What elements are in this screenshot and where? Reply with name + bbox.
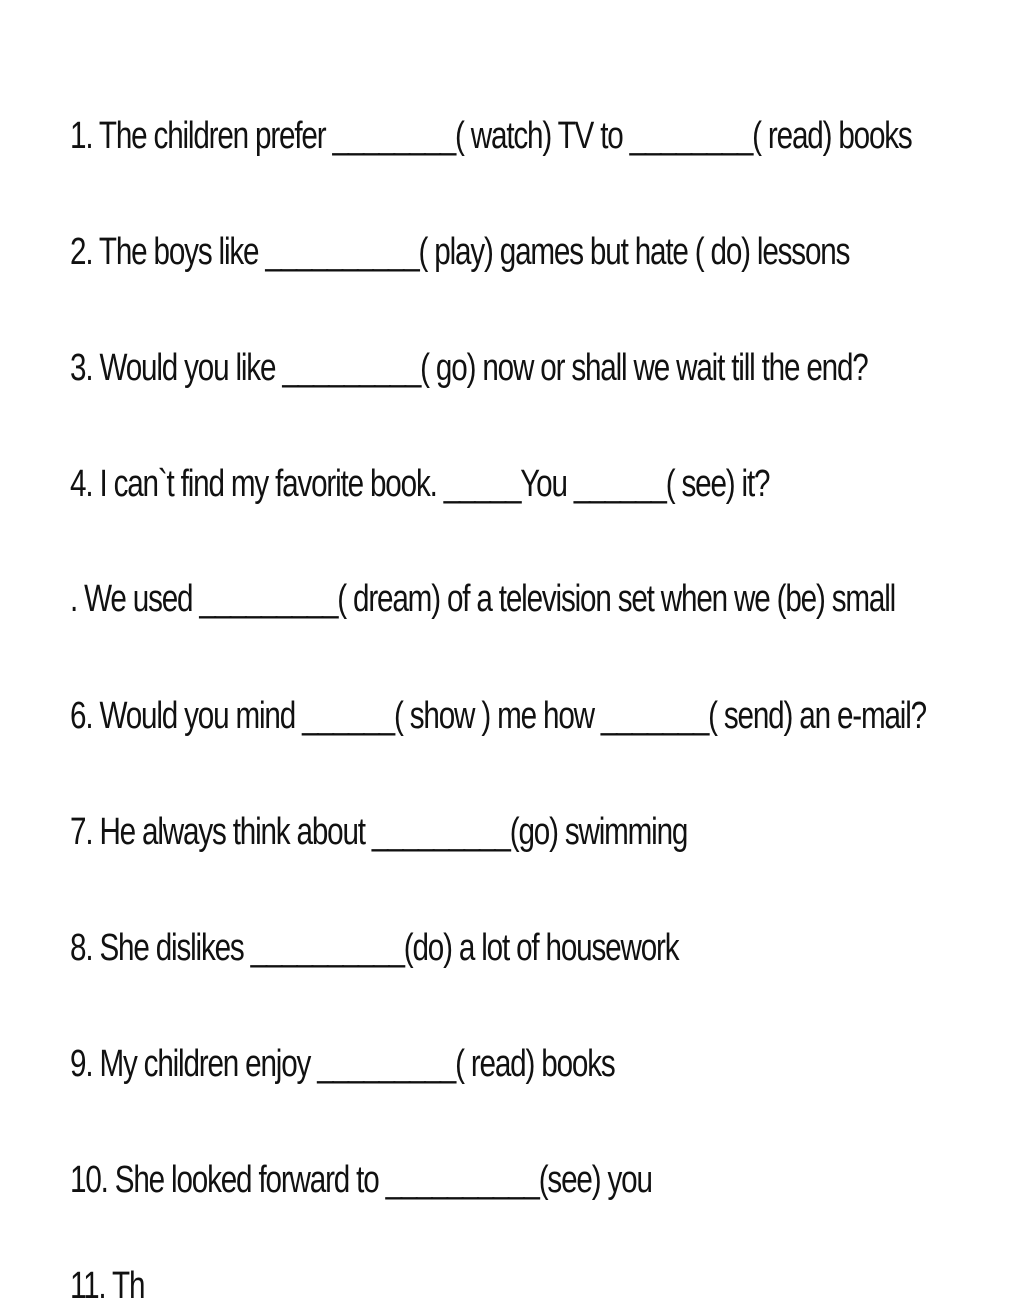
exercise-item-11-partial: 11. Th: [70, 1265, 145, 1307]
exercise-item-5: . We used _________( dream) of a television set when we (be) small: [70, 578, 896, 620]
exercise-item-1: 1. The children prefer ________( watch) TV to ________( read) books: [70, 115, 912, 157]
exercise-item-9: 9. My children enjoy _________( read) books: [70, 1043, 615, 1085]
exercise-item-3: 3. Would you like _________( go) now or shall we wait till the end?: [70, 347, 868, 389]
exercise-item-4: 4. I can`t find my favorite book. _____You ______( see) it?: [70, 463, 770, 505]
exercise-item-7: 7. He always think about _________(go) swimming: [70, 811, 688, 853]
exercise-item-2: 2. The boys like __________( play) games but hate ( do) lessons: [70, 231, 850, 273]
exercise-item-8: 8. She dislikes __________(do) a lot of housework: [70, 927, 679, 969]
exercise-item-10: 10. She looked forward to __________(see) you: [70, 1159, 652, 1201]
exercise-item-6: 6. Would you mind ______( show ) me how _______( send) an e-mail?: [70, 695, 926, 737]
